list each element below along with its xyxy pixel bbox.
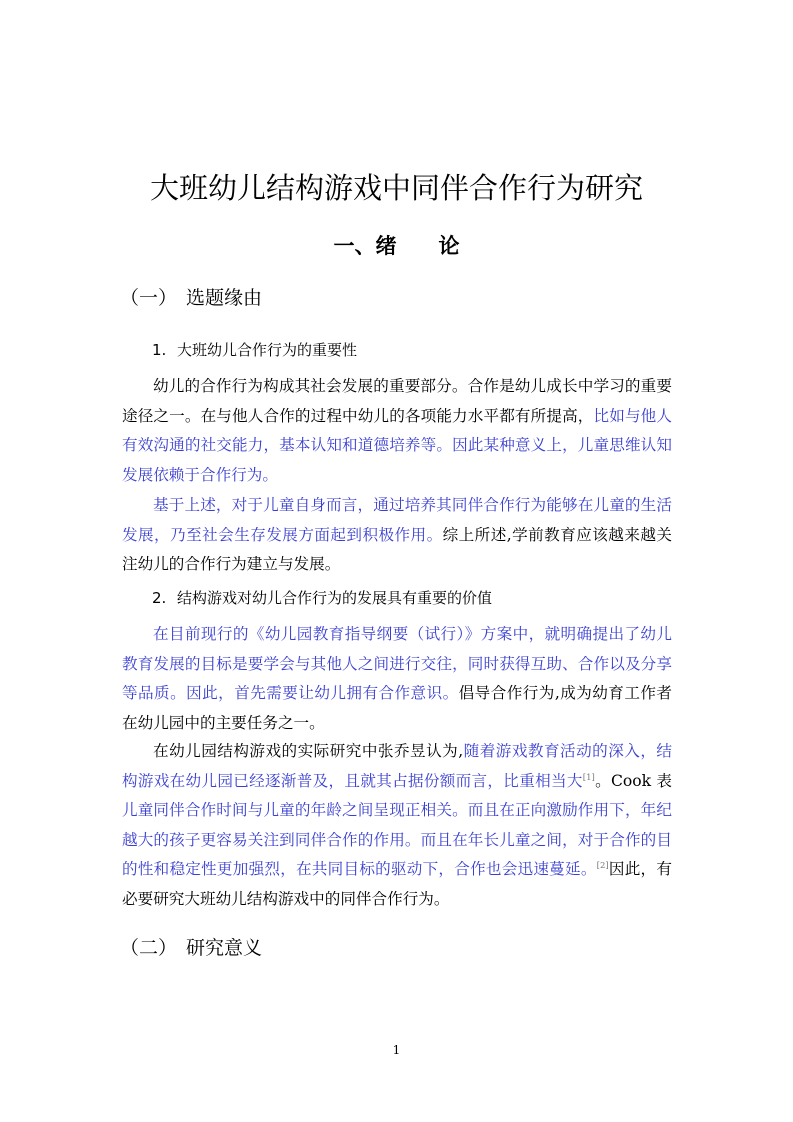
paragraph-line (122, 431, 672, 461)
highlighted-text: 基于上述，对于儿童自身而言，通过培养其同伴合作行为能够在儿童的生活 (153, 496, 672, 514)
paragraph-line (122, 550, 672, 580)
highlighted-text: 越大的孩子更容易关注到同伴合作的作用。而且在年长儿童之间，对于合作的目 (122, 830, 672, 849)
highlighted-text: 发展依赖于合作行为。 (122, 465, 278, 484)
citation-marker: [2] (596, 861, 609, 872)
paragraph-line (122, 491, 672, 521)
highlighted-text: 随着游戏教育活动的深入，结 (463, 742, 672, 760)
highlighted-text: 等品质。因此，首先需要让幼儿拥有合作意识。 (122, 684, 459, 703)
paragraph-line (122, 855, 672, 885)
paragraph-line (122, 679, 672, 709)
paragraph-line (122, 372, 672, 402)
body-paragraph (122, 737, 672, 915)
section-heading (120, 285, 262, 311)
subsection-title: 大班幼儿合作行为的重要性 (177, 341, 358, 359)
paragraph-line (122, 709, 672, 739)
highlighted-text: 比如与他人 (593, 406, 672, 425)
paragraph-line (122, 620, 672, 650)
body-text: 途径之一。在与他人合作的过程中幼儿的各项能力水平都有所提高， (122, 406, 594, 425)
paragraph-line (122, 885, 672, 915)
highlighted-text: 儿童同伴合作时间与儿童的年龄之间呈现正相关。而且在正向激励作用下，年纪 (122, 801, 672, 820)
paragraph-line (122, 796, 672, 826)
body-text: 因此，有 (608, 860, 672, 879)
document-title: 大班幼儿结构游戏中同伴合作行为研究 (149, 171, 643, 205)
highlighted-text: 发展，乃至社会生存发展方面起到积极作用。 (122, 525, 443, 544)
highlighted-text: 有效沟通的社交能力，基本认知和道德培养等。因此某种意义上，儿童思维认知 (122, 436, 672, 455)
section-number: （一） (120, 287, 178, 309)
section-title: 研究意义 (186, 937, 263, 959)
body-text: 必要研究大班幼儿结构游戏中的同伴合作行为。 (122, 889, 450, 908)
body-paragraph (122, 491, 672, 580)
subsection-number: 1. (152, 341, 167, 359)
highlighted-text: 教育发展的目标是要学会与其他人之间进行交往，同时获得互助、合作以及分享 (122, 654, 672, 673)
highlighted-text: 构游戏在幼儿园已经逐渐普及，且就其占据份额而言，比重相当大 (122, 771, 583, 790)
page-number: 1 (392, 1043, 401, 1057)
body-paragraph (122, 620, 672, 738)
subsection-number: 2. (152, 589, 167, 607)
highlighted-text: 的性和稳定性更加强烈，在共同目标的驱动下，合作也会迅速蔓延。 (122, 860, 597, 879)
subsection-heading (152, 340, 357, 360)
body-paragraph (122, 372, 672, 490)
paragraph-line (122, 767, 672, 797)
citation-marker: [1] (582, 772, 595, 783)
body-text: 在幼儿园中的主要任务之一。 (122, 713, 325, 732)
section-title: 选题缘由 (186, 287, 263, 309)
highlighted-text: 在目前现行的《幼儿园教育指导纲要（试行）》方案中，就明确提出了幼儿 (153, 625, 672, 643)
paragraph-line (122, 650, 672, 680)
body-text: 综上所述,学前教育应该越来越关 (442, 525, 672, 544)
body-text: 。Cook 表 (594, 771, 672, 790)
paragraph-line (122, 737, 672, 767)
paragraph-line (122, 826, 672, 856)
chapter-heading: 一、绪 论 (333, 234, 460, 258)
body-text: 在幼儿园结构游戏的实际研究中张乔昱认为, (153, 742, 464, 760)
body-text: 注幼儿的合作行为建立与发展。 (122, 555, 341, 574)
section-heading (120, 935, 262, 961)
paragraph-line (122, 521, 672, 551)
body-text: 幼儿的合作行为构成其社会发展的重要部分。合作是幼儿成长中学习的重要 (153, 377, 672, 395)
body-text: 倡导合作行为,成为幼育工作者 (458, 684, 672, 703)
subsection-title: 结构游戏对幼儿合作行为的发展具有重要的价值 (177, 589, 493, 607)
subsection-heading (152, 588, 492, 608)
paragraph-line (122, 402, 672, 432)
section-number: （二） (120, 937, 178, 959)
paragraph-line (122, 461, 672, 491)
